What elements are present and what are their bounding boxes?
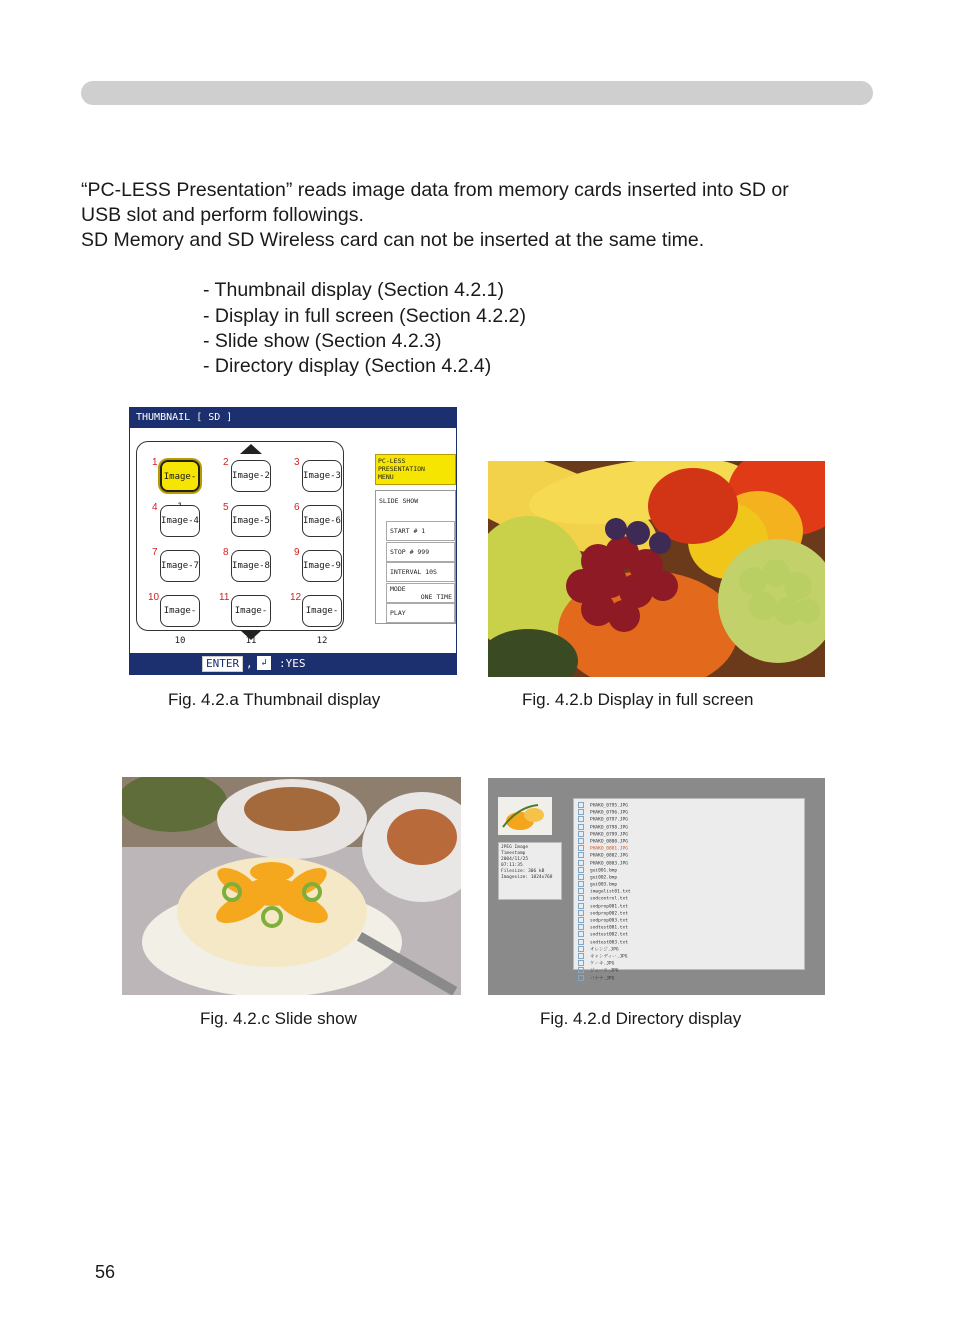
menu-head-line: PRESENTATION xyxy=(378,465,425,473)
file-icon xyxy=(578,867,584,873)
file-name: sodtest001.txt xyxy=(590,925,628,931)
file-icon xyxy=(578,975,584,981)
menu-mode[interactable] xyxy=(386,583,455,603)
file-icon xyxy=(578,874,584,880)
thumbnail-cell[interactable]: Image-3 xyxy=(302,460,342,492)
thumbnail-cell[interactable]: Image-7 xyxy=(160,550,200,582)
directory-file-row[interactable] xyxy=(578,967,631,974)
file-name: gui001.bmp xyxy=(590,868,618,874)
thumbnail-cell[interactable]: Image-4 xyxy=(160,505,200,537)
directory-file-row[interactable] xyxy=(578,910,631,917)
file-name: PHAKO_0800.JPG xyxy=(590,839,628,845)
file-name: sodcontrol.txt xyxy=(590,896,628,902)
file-name: gui002.bmp xyxy=(590,875,618,881)
directory-file-list xyxy=(573,798,805,981)
info-line: Filesize: 306 kB xyxy=(501,869,545,874)
file-icon xyxy=(578,903,584,909)
menu-play[interactable]: PLAY xyxy=(386,603,455,623)
directory-file-row[interactable] xyxy=(578,845,631,852)
enter-arrow-icon: ↲ xyxy=(257,656,271,670)
thumbnail-screen xyxy=(129,407,457,675)
info-line: JPEG Image xyxy=(501,845,529,850)
feature-directory: - Directory display (Section 4.2.4) xyxy=(203,355,492,377)
intro-line-2: USB slot and perform followings. xyxy=(81,204,364,226)
directory-preview-thumbnail xyxy=(498,797,552,835)
intro-line-3: SD Memory and SD Wireless card can not be inserted at the same time. xyxy=(81,229,705,251)
thumbnail-cell[interactable]: Image-9 xyxy=(302,550,342,582)
thumbnail-cell[interactable]: Image-10 xyxy=(160,595,200,627)
slide-show-food-image xyxy=(122,777,461,995)
info-line: 07:11:35 xyxy=(501,863,523,868)
thumbnail-title: THUMBNAIL [ SD ] xyxy=(130,408,456,428)
menu-interval[interactable]: INTERVAL 10S xyxy=(386,562,455,582)
thumbnail-index-number: 5 xyxy=(223,502,229,513)
thumbnail-cell[interactable]: Image-5 xyxy=(231,505,271,537)
directory-file-row[interactable] xyxy=(578,809,631,816)
menu-mode-label: MODE xyxy=(390,585,406,593)
file-name: PHAKO_0798.JPG xyxy=(590,825,628,831)
directory-file-row[interactable] xyxy=(578,867,631,874)
thumbnail-index-number: 1 xyxy=(152,457,158,468)
file-icon xyxy=(578,881,584,887)
menu-start[interactable]: START # 1 xyxy=(386,521,455,541)
file-name: PHAKO_0797.JPG xyxy=(590,817,628,823)
file-name: imagelist01.txt xyxy=(590,889,631,895)
info-line: Imagesize: 1024x768 xyxy=(501,875,553,880)
file-name: ケーキ.JPG xyxy=(590,961,615,967)
file-name: sodtest002.txt xyxy=(590,932,628,938)
caption-fig-a: Fig. 4.2.a Thumbnail display xyxy=(168,690,381,709)
directory-file-row[interactable] xyxy=(578,888,631,895)
file-name: ジュース.JPG xyxy=(590,968,619,974)
thumbnail-cell[interactable]: Image-12 xyxy=(302,595,342,627)
directory-file-row[interactable] xyxy=(578,953,631,960)
thumbnail-cell[interactable]: Image-2 xyxy=(231,460,271,492)
directory-file-row[interactable] xyxy=(578,917,631,924)
thumbnail-index-number: 9 xyxy=(294,547,300,558)
file-icon xyxy=(578,824,584,830)
file-icon xyxy=(578,816,584,822)
menu-mode-value: ONE TIME xyxy=(420,593,452,601)
directory-file-row[interactable] xyxy=(578,975,631,982)
file-icon xyxy=(578,888,584,894)
info-line: 2004/11/25 xyxy=(501,857,529,862)
thumbnail-index-number: 10 xyxy=(148,592,160,603)
intro-line-1: “PC-LESS Presentation” reads image data from memory cards inserted into SD or xyxy=(81,179,789,201)
footer-yes-label: :YES xyxy=(279,657,306,670)
directory-screen xyxy=(488,778,825,995)
file-icon xyxy=(578,809,584,815)
directory-file-row[interactable] xyxy=(578,816,631,823)
thumbnail-index-number: 2 xyxy=(223,457,229,468)
page-number: 56 xyxy=(95,1262,116,1282)
file-icon xyxy=(578,960,584,966)
slide-show-menu-panel xyxy=(375,490,456,624)
file-icon xyxy=(578,895,584,901)
file-name: sodtest003.txt xyxy=(590,940,628,946)
directory-file-row[interactable] xyxy=(578,824,631,831)
feature-slide-show: - Slide show (Section 4.2.3) xyxy=(203,330,442,352)
directory-file-row[interactable] xyxy=(578,931,631,938)
info-line: Timestamp xyxy=(501,851,526,856)
directory-file-row[interactable] xyxy=(578,924,631,931)
thumbnail-index-number: 6 xyxy=(294,502,300,513)
thumbnail-cell[interactable]: Image-6 xyxy=(302,505,342,537)
file-icon xyxy=(578,802,584,808)
directory-file-row[interactable] xyxy=(578,838,631,845)
file-name: sodprop003.txt xyxy=(590,918,628,924)
thumbnail-index-number: 7 xyxy=(152,547,158,558)
file-icon xyxy=(578,967,584,973)
directory-file-row[interactable] xyxy=(578,874,631,881)
caption-fig-d: Fig. 4.2.d Directory display xyxy=(540,1009,742,1028)
file-name: PHAKO_0795.JPG xyxy=(590,803,628,809)
pc-less-menu-header xyxy=(375,454,456,485)
caption-fig-c: Fig. 4.2.c Slide show xyxy=(200,1009,357,1028)
feature-full-screen: - Display in full screen (Section 4.2.2) xyxy=(203,305,526,327)
file-name: PHAKO_0803.JPG xyxy=(590,861,628,866)
file-name: オレンジ.JPG xyxy=(590,947,619,953)
thumbnail-index-number: 3 xyxy=(294,457,300,468)
directory-file-row[interactable] xyxy=(578,852,631,859)
file-icon xyxy=(578,852,584,858)
file-name: バナナ.JPG xyxy=(590,976,615,981)
menu-stop[interactable]: STOP # 999 xyxy=(386,542,455,562)
footer-separator: , xyxy=(246,657,253,670)
file-icon xyxy=(578,860,584,866)
section-header-bar xyxy=(81,81,873,105)
directory-file-row[interactable] xyxy=(578,831,631,838)
file-name: gui003.bmp xyxy=(590,882,618,888)
file-icon xyxy=(578,910,584,916)
file-name: PHAKO_0802.JPG xyxy=(590,853,628,859)
directory-file-row[interactable] xyxy=(578,946,631,953)
file-name: PHAKO_0799.JPG xyxy=(590,832,628,838)
directory-file-row[interactable] xyxy=(578,881,631,888)
file-icon xyxy=(578,845,584,851)
file-icon xyxy=(578,838,584,844)
directory-file-row[interactable] xyxy=(578,860,631,867)
file-icon xyxy=(578,917,584,923)
enter-key: ENTER xyxy=(202,656,243,672)
thumbnail-cell[interactable]: Image-8 xyxy=(231,550,271,582)
directory-file-row[interactable] xyxy=(578,903,631,910)
file-name: PHAKO_0801.JPG xyxy=(590,846,628,852)
thumbnail-index-number: 8 xyxy=(223,547,229,558)
directory-file-row[interactable] xyxy=(578,802,631,809)
file-icon xyxy=(578,931,584,937)
file-icon xyxy=(578,946,584,952)
file-icon xyxy=(578,924,584,930)
menu-head-line: MENU xyxy=(378,473,394,481)
caption-fig-b: Fig. 4.2.b Display in full screen xyxy=(522,690,754,709)
thumbnail-cell[interactable]: Image- xyxy=(160,460,200,492)
directory-file-row[interactable] xyxy=(578,939,631,946)
file-name: PHAKO_0796.JPG xyxy=(590,810,628,816)
slide-show-label: SLIDE SHOW xyxy=(379,497,419,505)
directory-file-row[interactable] xyxy=(578,960,631,967)
file-name: キャンディー.JPG xyxy=(590,954,628,960)
file-icon xyxy=(578,939,584,945)
thumbnail-footer xyxy=(130,653,456,674)
directory-file-row[interactable] xyxy=(578,895,631,902)
thumbnail-index-number: 12 xyxy=(290,592,302,603)
thumbnail-cell[interactable]: Image-11 xyxy=(231,595,271,627)
feature-thumbnail: - Thumbnail display (Section 4.2.1) xyxy=(203,279,504,301)
file-icon xyxy=(578,831,584,837)
file-name: sodprop002.txt xyxy=(590,911,628,917)
menu-head-line: PC-LESS xyxy=(378,457,406,465)
directory-file-info xyxy=(498,842,562,900)
thumbnail-index-number: 11 xyxy=(219,592,230,603)
thumbnail-index-number: 4 xyxy=(152,502,158,513)
file-name: sodprop001.txt xyxy=(590,904,628,910)
file-icon xyxy=(578,953,584,959)
full-screen-fruit-image xyxy=(488,461,825,677)
